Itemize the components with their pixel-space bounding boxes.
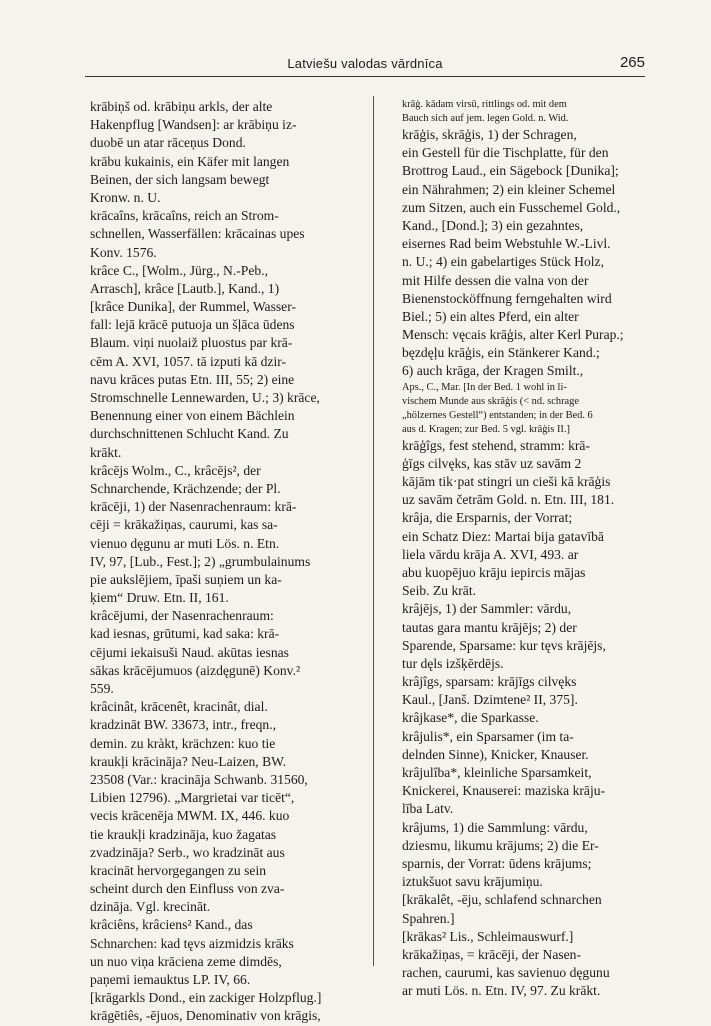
dictionary-line: ein Schatz Diez: Martai bija gatavībā — [402, 528, 604, 544]
dictionary-line: Blaum. viņi nuolaiž pluostus par krā- — [90, 335, 293, 351]
dictionary-line: krâjulîba*, kleinliche Sparsamkeit, — [402, 765, 592, 780]
dictionary-line: kraukļi krācināja? Neu-Laizen, BW. — [90, 753, 287, 769]
dictionary-line: vischem Munde aus skrāģis (< nd. schrage — [402, 395, 579, 407]
dictionary-line: zum Sitzen, auch ein Fusschemel Gold., — [402, 199, 621, 215]
dictionary-line: Seib. Zu krāt. — [402, 583, 476, 599]
dictionary-line: krāģîgs, fest stehend, stramm: krā- — [402, 437, 590, 453]
dictionary-line: Bienenstocköffnung ferngehalten wird — [402, 290, 612, 306]
dictionary-line: krākt. — [90, 444, 122, 460]
dictionary-line: schnellen, Wasserfällen: krācainas upes — [90, 226, 305, 242]
right-column — [402, 98, 644, 1000]
dictionary-line: Schnarchende, Krächzende; der Pl. — [90, 480, 281, 496]
dictionary-line: krābu kukainis, ein Käfer mit langen — [90, 153, 290, 169]
dictionary-line: pie aukslējiem, īpaši suņiem un ka- — [90, 571, 282, 587]
dictionary-line: [krāgarkls Dond., ein zackiger Holzpflug.] — [90, 990, 322, 1006]
dictionary-line: Benennung einer von einem Bächlein — [90, 408, 295, 424]
dictionary-line: aus d. Kragen; zur Bed. 5 vgl. krāģis II.] — [402, 423, 570, 435]
dictionary-line: kad iesnas, grūtumi, kad saka: krā- — [90, 626, 280, 642]
dictionary-line: sparnis, der Vorrat: ūdens krājums; — [402, 855, 592, 871]
dictionary-line: 23508 (Var.: kracināja Schwanb. 31560, — [90, 771, 308, 787]
dictionary-line: Biel.; 5) ein altes Pferd, ein alter — [402, 308, 579, 324]
dictionary-line: Kaul., [Janš. Dzimtene² II, 375]. — [402, 692, 578, 708]
dictionary-line: krâjulis*, ein Sparsamer (im ta- — [402, 728, 574, 744]
dictionary-line: kradzināt BW. 33673, intr., freqn., — [90, 717, 276, 733]
dictionary-line: vecis krācenēja MWM. IX, 446. kuo — [90, 808, 290, 824]
dictionary-line: mit Hilfe dessen die valna von der — [402, 272, 589, 288]
dictionary-line: ģīgs cilvęks, kas stāv uz savām 2 — [402, 455, 582, 471]
dictionary-line: krâcējumi, der Nasenrachenraum: — [90, 608, 274, 624]
dictionary-line: krâjums, 1) die Sammlung: vārdu, — [402, 819, 588, 835]
dictionary-line: iztukšuot savu krājumiņu. — [402, 874, 543, 890]
dictionary-line: Knickerei, Knauserei: maziska krāju- — [402, 783, 606, 799]
dictionary-line: krācaîns, krācaîns, reich an Strom- — [90, 208, 279, 224]
dictionary-line: Kronw. n. U. — [90, 189, 161, 205]
dictionary-line: kājām tik·pat stingri un cieši kā krāģis — [402, 474, 611, 489]
dictionary-line: krākažiņas, = krācēji, der Nasen- — [402, 946, 582, 962]
dictionary-line: eisernes Rad beim Webstuhle W.-Livl. — [402, 236, 611, 252]
dictionary-line: krābiņš od. krābiņu arkls, der alte — [90, 99, 273, 114]
dictionary-line: dziesmu, likumu krājums; 2) die Er- — [402, 837, 599, 853]
dictionary-line: Spahren.] — [402, 910, 455, 926]
dictionary-line: vienuo dęgunu ar muti Lös. n. Etn. — [90, 535, 280, 551]
dictionary-line: krâciêns, krâciens² Kand., das — [90, 917, 253, 933]
dictionary-line: Hakenpflug [Wandsen]: ar krābiņu iz- — [90, 117, 297, 133]
dictionary-line: krâcinât, krācenêt, kracinât, dial. — [90, 699, 268, 715]
dictionary-line: krâjkase*, die Sparkasse. — [402, 710, 539, 726]
dictionary-line: tautas gara mantu krājējs; 2) der — [402, 619, 577, 635]
page-number: 265 — [619, 54, 645, 71]
dictionary-line: uz savām četrām Gold. n. Etn. III, 181. — [402, 492, 615, 508]
dictionary-line: fall: lejā krācē putuoja un šļāca ūdens — [90, 317, 295, 333]
dictionary-line: un nuo viņa krāciena zeme dimdēs, — [90, 953, 282, 969]
dictionary-line: krāģ. kādam virsū, rittlings od. mit dem — [402, 99, 567, 110]
dictionary-line: tur dęls izšķērdējs. — [402, 655, 504, 671]
dictionary-line: [krākalêt, -ēju, schlafend schnarchen — [402, 892, 602, 908]
dictionary-line: paņemi iemauktus LP. IV, 66. — [90, 972, 251, 987]
running-title: Latviešu valodas vārdnīca — [287, 56, 443, 71]
dictionary-line: krācēji, 1) der Nasenrachenraum: krā- — [90, 499, 297, 515]
dictionary-line: Sparende, Sparsame: kur tęvs krājējs, — [402, 637, 606, 653]
dictionary-line: ein Gestell für die Tischplatte, für den — [402, 145, 609, 161]
dictionary-line: krâce C., [Wolm., Jürg., N.-Peb., — [90, 262, 268, 278]
dictionary-line: [krâce Dunika], der Rummel, Wasser- — [90, 299, 296, 315]
dictionary-line: rachen, caurumi, kas savienuo dęgunu — [402, 965, 610, 981]
dictionary-line: Libien 12796). „Margrietai var ticēt“, — [90, 790, 295, 806]
left-column — [90, 98, 327, 1026]
dictionary-line: bęzdęļu krāģis, ein Stänkerer Kand.; — [402, 345, 600, 361]
dictionary-line: Beinen, der sich langsam bewegt — [90, 171, 270, 187]
dictionary-line: krâjējs, 1) der Sammler: vārdu, — [402, 601, 572, 617]
dictionary-line: [krākas² Lis., Schleimauswurf.] — [402, 928, 574, 944]
dictionary-line: scheint durch den Einfluss von zva- — [90, 881, 285, 897]
dictionary-line: duobē un atar rāceņus Dond. — [90, 135, 246, 151]
dictionary-line: Bauch sich auf jem. legen Gold. n. Wid. — [402, 113, 569, 124]
dictionary-line: abu kuopējuo krāju iepircis mājas — [402, 564, 586, 580]
dictionary-line: liela vārdu krāja A. XVI, 493. ar — [402, 546, 579, 562]
dictionary-line: demin. zu kràkt, krächzen: kuo tie — [90, 735, 276, 751]
dictionary-line: 559. — [90, 681, 114, 696]
dictionary-line: Mensch: vęcais krāģis, alter Kerl Purap.; — [402, 327, 624, 343]
dictionary-line: ar muti Lös. n. Etn. IV, 97. Zu krākt. — [402, 983, 601, 999]
dictionary-line: IV, 97, [Lub., Fest.]; 2) „grumbulainums — [90, 553, 311, 569]
dictionary-line: „hölzernes Gestell“) entstanden; in der Bed. 6 — [402, 409, 593, 421]
column-divider — [373, 96, 374, 966]
dictionary-line: ein Nährahmen; 2) ein kleiner Schemel — [402, 181, 616, 197]
dictionary-line: krâcējs Wolm., C., krâcējs², der — [90, 462, 261, 478]
dictionary-line: Aps., C., Mar. [In der Bed. 1 wohl in li- — [402, 381, 567, 393]
dictionary-line: dzināja. Vgl. krecināt. — [90, 899, 211, 915]
dictionary-line: kracināt hervorgegangen zu sein — [90, 862, 267, 878]
dictionary-line: ķiem“ Druw. Etn. II, 161. — [90, 590, 229, 606]
dictionary-line: Stromschnelle Lennewarden, U.; 3) krāce, — [90, 390, 320, 405]
dictionary-line: Kand., [Dond.]; 3) ein gezahntes, — [402, 217, 584, 233]
dictionary-line: delnden Sinne), Knicker, Knauser. — [402, 746, 589, 762]
dictionary-line: Arrasch], krâce [Lautb.], Kand., 1) — [90, 280, 280, 296]
dictionary-line: zvadzināja? Serb., wo kradzināt aus — [90, 844, 285, 860]
dictionary-line: krâjîgs, sparsam: krājīgs cilvęks — [402, 674, 577, 690]
dictionary-line: lība Latv. — [402, 801, 454, 817]
dictionary-line: cējumi iekaisuši Naud. akūtas iesnas — [90, 644, 289, 660]
dictionary-line: krāģis, skrāģis, 1) der Schragen, — [402, 127, 577, 142]
dictionary-line: n. U.; 4) ein gabelartiges Stück Holz, — [402, 254, 604, 270]
dictionary-line: Konv. 1576. — [90, 244, 157, 260]
dictionary-line: sākas krācējumuos (aizdęgunē) Konv.² — [90, 662, 301, 678]
dictionary-line: cēji = krākažiņas, caurumi, kas sa- — [90, 517, 278, 533]
dictionary-line: navu krāces putas Etn. III, 55; 2) eine — [90, 371, 295, 387]
dictionary-line: krāgētiês, -ējuos, Denominativ von krāgis, — [90, 1008, 321, 1024]
dictionary-line: durchschnittenen Schlucht Kand. Zu — [90, 426, 289, 442]
dictionary-line: Schnarchen: kad tęvs aizmidzis krāks — [90, 935, 294, 951]
dictionary-line: Brottrog Laud., ein Sägebock [Dunika]; — [402, 163, 619, 179]
page-header — [85, 52, 645, 77]
dictionary-line: cēm A. XVI, 1057. tā izputi kā dzir- — [90, 353, 287, 369]
dictionary-line: tie kraukļi kradzināja, kuo žagatas — [90, 826, 277, 842]
dictionary-line: 6) auch krāga, der Kragen Smilt., — [402, 363, 584, 379]
dictionary-line: krâja, die Ersparnis, der Vorrat; — [402, 510, 573, 526]
